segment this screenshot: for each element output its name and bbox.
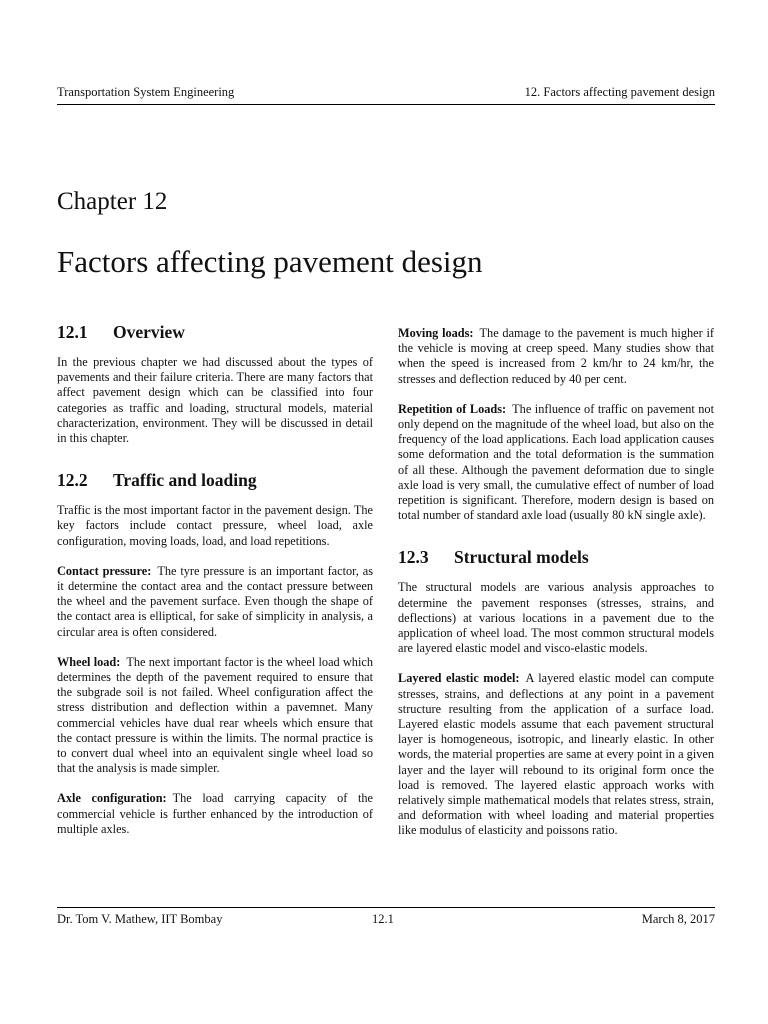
section-title: Structural models	[454, 547, 589, 568]
section-heading-traffic	[57, 468, 373, 492]
right-column	[398, 326, 714, 839]
section-heading-structural	[398, 545, 714, 569]
footer-date: March 8, 2017	[641, 912, 715, 926]
left-column	[57, 320, 373, 837]
chapter-title: Factors affecting pavement design	[57, 244, 483, 279]
paragraph-body: The next important factor is the wheel load which determines the depth of the pavement required to ensure that the subgrade soil is not failed. Wheel configuration affect the stress distribution and deflection within a pavemnet. Many commercial vehicles have dual rear wheels which ensure that the contact pressure is within the limits. The normal practice is to convert dual wheel into an equivalent single wheel load so that the analysis is made simpler.	[57, 654, 373, 776]
paragraph-body: The influence of traffic on pavement not only depend on the magnitude of the wheel load, but also on the frequency of the load applications. Each load application causes some deformation and the total deformation is the summation of all these. Although the pavement deformation due to single axle load is very small, the cumulative effect of number of load repetition is significant. Therefore, modern design is based on total number of standard axle load (usually 80 kN single axle).	[398, 401, 714, 523]
footer-rule	[57, 907, 715, 908]
section-heading-overview	[57, 320, 373, 344]
running-footer	[57, 911, 715, 927]
paragraph-lead: Layered elastic model:	[398, 671, 520, 686]
paragraph-lead: Repetition of Loads:	[398, 401, 507, 416]
paragraph-body: The load carrying capacity of the commercial vehicle is further enhanced by the introduction of multiple axles.	[57, 791, 373, 836]
page-number: 12.1	[372, 912, 394, 926]
layered-elastic-paragraph	[398, 671, 714, 838]
paragraph-lead: Wheel load:	[57, 654, 121, 669]
paragraph-lead: Contact pressure:	[57, 563, 152, 578]
paragraph-body: A layered elastic model can compute stresses, strains, and deflections at any point in a pavement structure resulting from the application of a surface load. Layered elastic models assume that each pavement structural layer is homogeneous, isotropic, and linearly elastic. In other words, the material properties are same at every point in a given layer and the layer will rebound to its original form once the load is removed. The layered elastic approach works with relatively simple mathematical models that relates stress, strain, and deformation with wheel loading and material properties like modulus of elasticity and poissons ratio.	[398, 671, 714, 838]
axle-configuration-paragraph	[57, 791, 373, 837]
running-header	[57, 84, 715, 100]
section-title: Traffic and loading	[113, 470, 257, 491]
header-course-title: Transportation System Engineering	[57, 85, 235, 99]
section-number: 12.1	[57, 322, 88, 342]
paragraph-body: The tyre pressure is an important factor, as it determine the contact area and the contact pressure between the wheel and the pavement surface. Even though the shape of the contact area is elliptical, for sake of simplicity in analysis, a circular area is often considered.	[57, 563, 373, 639]
overview-paragraph: In the previous chapter we had discussed about the types of pavements and their failure criteria. There are many factors that affect pavement design which can be classified into four categories as traffic and loading, structural models, material characterization, environment. They will be discussed in detail in this chapter.	[57, 355, 373, 446]
traffic-intro-paragraph: Traffic is the most important factor in the pavement design. The key factors include contact pressure, wheel load, axle configuration, moving loads, load, and load repetitions.	[57, 503, 373, 548]
repetition-paragraph	[398, 402, 714, 524]
structural-intro-paragraph: The structural models are various analysis approaches to determine the pavement responses (stresses, strains, and deflections) at various locations in a pavement due to the application of wheel load. The most common structural models are layered elastic model and visco-elastic models.	[398, 580, 714, 656]
section-title: Overview	[113, 322, 185, 342]
header-rule	[57, 104, 715, 105]
contact-pressure-paragraph	[57, 564, 373, 640]
chapter-label: Chapter 12	[57, 188, 168, 215]
moving-loads-paragraph	[398, 326, 714, 387]
paragraph-lead: Moving loads:	[398, 326, 474, 340]
footer-author: Dr. Tom V. Mathew, IIT Bombay	[57, 912, 223, 926]
section-number: 12.2	[57, 470, 88, 491]
header-chapter-title: 12. Factors affecting pavement design	[524, 85, 715, 99]
section-number: 12.3	[398, 547, 429, 568]
paragraph-lead: Axle configuration:	[57, 791, 167, 806]
wheel-load-paragraph	[57, 655, 373, 777]
paragraph-body: The damage to the pavement is much higher if the vehicle is moving at creep speed. Many studies show that when the speed is increased from 2 km/hr to 24 km/hr, the stresses and deflection reduced by 40 per cent.	[398, 326, 714, 386]
